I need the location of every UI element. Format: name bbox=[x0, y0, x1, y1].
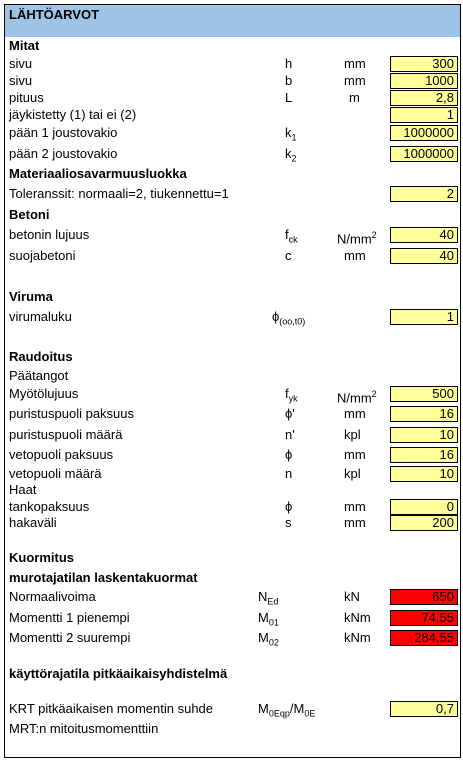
row-symbol bbox=[285, 146, 297, 167]
row-label: pään 1 joustovakio bbox=[9, 125, 118, 140]
row-symbol bbox=[258, 610, 279, 631]
row-symbol bbox=[285, 73, 292, 89]
row-unit bbox=[337, 386, 377, 406]
row-unit bbox=[344, 447, 366, 463]
row-unit bbox=[344, 73, 366, 89]
row-label: jäykistetty (1) tai ei (2) bbox=[9, 107, 137, 122]
row-symbol bbox=[285, 248, 292, 264]
subheading-paatangot: Päätangot bbox=[9, 368, 69, 383]
sheet-title: LÄHTÖARVOT bbox=[9, 7, 100, 22]
section-kaytto: käyttörajatila pitkäaikaisyhdistelmä bbox=[9, 666, 228, 681]
row-symbol bbox=[258, 701, 315, 722]
row-unit bbox=[344, 589, 360, 605]
symbol-subscript: 01 bbox=[268, 617, 279, 628]
row-symbol bbox=[285, 499, 292, 515]
section-viruma: Viruma bbox=[9, 289, 53, 304]
unit-text: m bbox=[349, 90, 360, 105]
symbol-main: c bbox=[285, 248, 292, 263]
input-value-cell[interactable]: 300 bbox=[390, 56, 458, 72]
symbol-main: f bbox=[285, 227, 289, 242]
section-murto: murotajatilan laskentakuormat bbox=[9, 570, 198, 585]
row-label: betonin lujuus bbox=[9, 227, 90, 242]
computed-value-cell[interactable]: 284,55 bbox=[390, 630, 458, 646]
unit-text: kpl bbox=[344, 466, 361, 481]
row-label: Toleranssit: normaali=2, tiukennettu=1 bbox=[9, 186, 229, 201]
unit-text: N/mm bbox=[337, 231, 372, 247]
unit-text: kpl bbox=[344, 427, 361, 442]
row-label: suojabetoni bbox=[9, 248, 76, 263]
symbol-main: ϕ bbox=[285, 447, 293, 462]
row-symbol bbox=[285, 227, 298, 248]
row-symbol bbox=[258, 589, 278, 610]
input-value-cell[interactable]: 1000000 bbox=[390, 125, 458, 141]
unit-text: mm bbox=[344, 515, 366, 530]
symbol-main: M bbox=[258, 701, 269, 716]
unit-text: mm bbox=[344, 499, 366, 514]
row-unit bbox=[344, 427, 361, 443]
row-symbol bbox=[285, 386, 298, 407]
section-kuormitus: Kuormitus bbox=[9, 550, 74, 565]
input-value-cell[interactable]: 10 bbox=[390, 466, 458, 482]
symbol-subscript: 02 bbox=[268, 637, 279, 648]
row-unit bbox=[344, 406, 366, 422]
unit-text: mm bbox=[344, 406, 366, 421]
row-symbol bbox=[272, 309, 305, 330]
symbol-main: k bbox=[285, 125, 292, 140]
row-label: vetopuoli määrä bbox=[9, 466, 102, 481]
unit-text: kNm bbox=[344, 630, 371, 645]
symbol-main: h bbox=[285, 56, 293, 71]
row-symbol bbox=[285, 90, 292, 106]
row-symbol bbox=[285, 515, 292, 531]
row-label: pituus bbox=[9, 90, 44, 105]
symbol-main: ϕ' bbox=[285, 406, 295, 421]
row-unit bbox=[344, 56, 366, 72]
section-raudoitus: Raudoitus bbox=[9, 349, 73, 364]
row-label: vetopuoli paksuus bbox=[9, 447, 114, 462]
row-symbol bbox=[285, 56, 292, 72]
symbol-subscript-2: 0E bbox=[304, 708, 316, 719]
symbol-subscript: Ed bbox=[267, 596, 279, 607]
row-symbol bbox=[285, 447, 292, 463]
input-value-cell[interactable]: 16 bbox=[390, 406, 458, 422]
symbol-main: ϕ bbox=[285, 499, 293, 514]
input-value-cell[interactable]: 1000000 bbox=[390, 146, 458, 162]
symbol-subscript: yk bbox=[288, 393, 298, 404]
row-unit bbox=[344, 610, 371, 626]
section-materiaali: Materiaaliosavarmuusluokka bbox=[9, 166, 187, 181]
row-symbol bbox=[258, 630, 279, 651]
section-betoni: Betoni bbox=[9, 207, 50, 222]
row-unit bbox=[349, 90, 360, 106]
unit-superscript: 2 bbox=[371, 230, 377, 240]
unit-superscript: 2 bbox=[371, 389, 377, 399]
row-unit bbox=[344, 248, 366, 264]
unit-text: kN bbox=[344, 589, 360, 604]
unit-text: kNm bbox=[344, 610, 371, 625]
footer-note: MRT:n mitoitusmomenttiin bbox=[9, 721, 159, 736]
symbol-main: L bbox=[285, 90, 293, 105]
symbol-subscript: (oo,t0) bbox=[279, 316, 306, 327]
input-value-cell[interactable]: 0 bbox=[390, 499, 458, 515]
input-value-cell[interactable]: 40 bbox=[390, 248, 458, 264]
row-label: puristuspuoli paksuus bbox=[9, 406, 135, 421]
row-label: puristuspuoli määrä bbox=[9, 427, 123, 442]
row-unit bbox=[344, 466, 361, 482]
symbol-subscript: 1 bbox=[291, 132, 297, 143]
row-unit bbox=[344, 499, 366, 515]
symbol-subscript: 0Eqp bbox=[268, 708, 290, 719]
symbol-main: M bbox=[258, 610, 269, 625]
symbol-main: n bbox=[285, 466, 293, 481]
input-value-cell[interactable]: 0,7 bbox=[390, 701, 458, 717]
row-symbol bbox=[285, 125, 297, 146]
symbol-main: M bbox=[258, 630, 269, 645]
subheading-haat: Haat bbox=[9, 482, 37, 497]
unit-text: mm bbox=[344, 56, 366, 71]
sheet-header bbox=[5, 5, 460, 37]
row-unit bbox=[337, 227, 377, 247]
input-value-cell[interactable]: 200 bbox=[390, 515, 458, 531]
computed-value-cell[interactable]: 74,55 bbox=[390, 610, 458, 626]
input-value-cell[interactable]: 500 bbox=[390, 386, 458, 402]
row-label: sivu bbox=[9, 73, 33, 88]
symbol-main: b bbox=[285, 73, 293, 88]
computed-value-cell[interactable]: 650 bbox=[390, 589, 458, 605]
row-label: hakaväli bbox=[9, 515, 57, 530]
row-label: Momentti 2 suurempi bbox=[9, 630, 131, 645]
symbol-main: ϕ bbox=[272, 309, 280, 324]
symbol-main: N bbox=[258, 589, 268, 604]
unit-text: mm bbox=[344, 248, 366, 263]
row-label: sivu bbox=[9, 56, 33, 71]
input-value-cell[interactable]: 2,8 bbox=[390, 90, 458, 106]
symbol-main: f bbox=[285, 386, 289, 401]
row-symbol bbox=[285, 466, 292, 482]
symbol-main: s bbox=[285, 515, 292, 530]
symbol-subscript: ck bbox=[288, 234, 298, 245]
symbol-main: k bbox=[285, 146, 292, 161]
row-label: pään 2 joustovakio bbox=[9, 146, 118, 161]
input-value-cell[interactable]: 16 bbox=[390, 447, 458, 463]
input-value-cell[interactable]: 2 bbox=[390, 186, 458, 202]
input-value-cell[interactable]: 40 bbox=[390, 227, 458, 243]
row-label: KRT pitkäaikaisen momentin suhde bbox=[9, 701, 214, 716]
symbol-main: n' bbox=[285, 427, 295, 442]
row-unit bbox=[344, 630, 371, 646]
unit-text: N/mm bbox=[337, 390, 372, 406]
row-label: virumaluku bbox=[9, 309, 72, 324]
input-value-cell[interactable]: 1 bbox=[390, 309, 458, 325]
row-symbol bbox=[285, 406, 295, 422]
row-label: Momentti 1 pienempi bbox=[9, 610, 130, 625]
unit-text: mm bbox=[344, 447, 366, 462]
input-value-cell[interactable]: 1000 bbox=[390, 73, 458, 89]
input-value-cell[interactable]: 10 bbox=[390, 427, 458, 443]
unit-text: mm bbox=[344, 73, 366, 88]
section-mitat: Mitat bbox=[9, 38, 40, 53]
row-label: Normaalivoima bbox=[9, 589, 96, 604]
row-label: tankopaksuus bbox=[9, 499, 90, 514]
symbol-subscript: 2 bbox=[291, 153, 297, 164]
input-value-cell[interactable]: 1 bbox=[390, 107, 458, 123]
symbol-main-2: /M bbox=[289, 701, 305, 716]
row-symbol bbox=[285, 427, 295, 443]
row-unit bbox=[344, 515, 366, 531]
row-label: Myötölujuus bbox=[9, 386, 79, 401]
